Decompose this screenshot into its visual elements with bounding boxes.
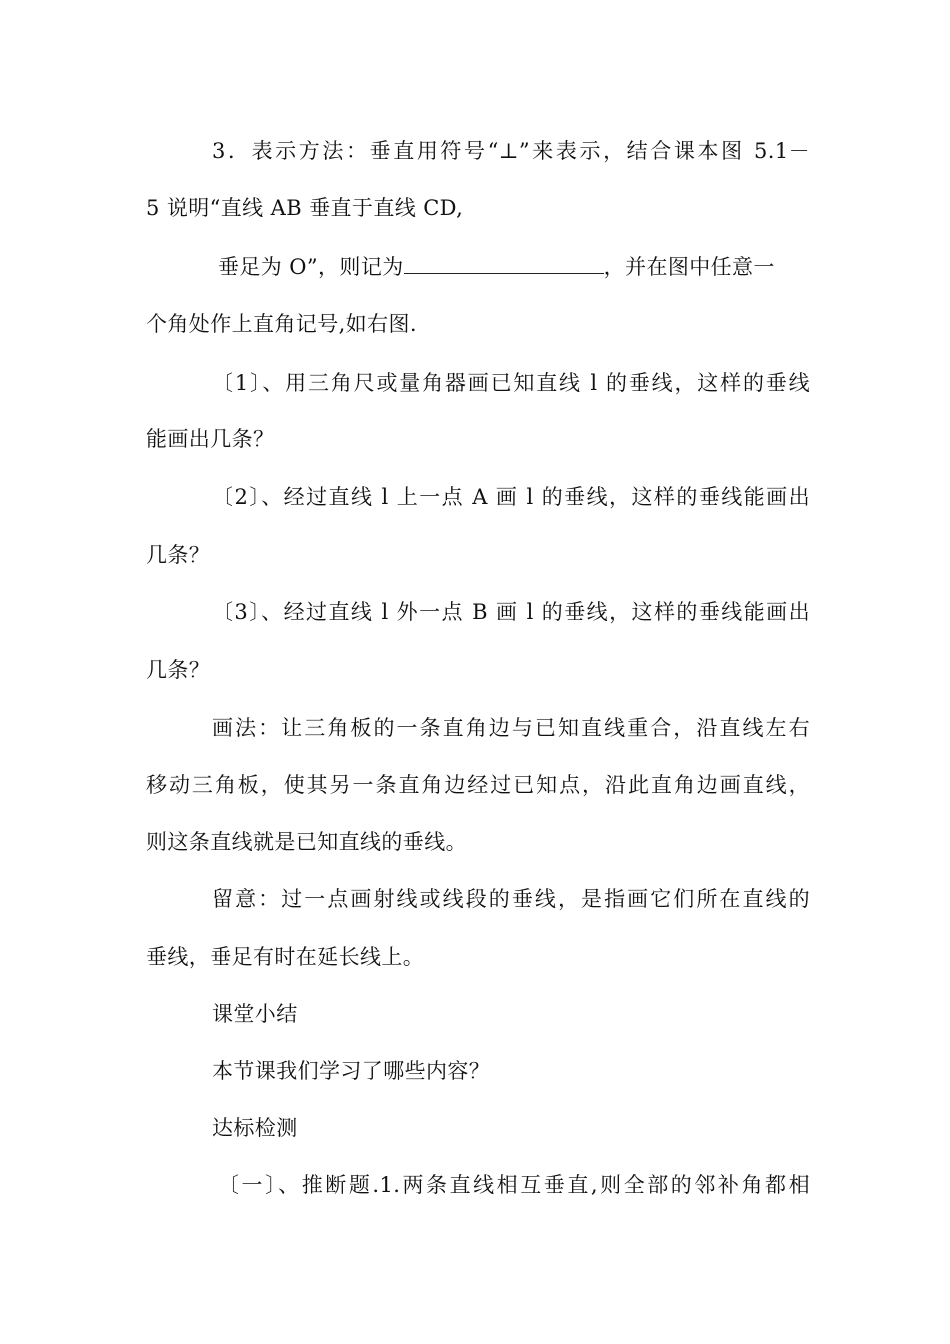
question-1-line-1: 〔1〕、用三角尺或量角器画已知直线 l 的垂线，这样的垂线: [212, 371, 810, 395]
question-3-line-2: 几条？: [146, 658, 211, 682]
paragraph-notation-line-1: 3．表示方法：垂直用符号“⊥”来表示，结合课本图 5.1－: [212, 139, 810, 163]
test-heading: 达标检测: [212, 1116, 298, 1140]
paragraph-notation-line-2: 5 说明“直线 AB 垂直于直线 CD,: [146, 196, 464, 220]
foot-text-a: 垂足为 O”，则记为: [218, 255, 404, 279]
paragraph-foot-line-2: 个角处作上直角记号,如右图.: [146, 312, 417, 336]
summary-heading: 课堂小结: [212, 1002, 298, 1026]
fill-in-blank: [404, 253, 604, 274]
note-line-2: 垂线，垂足有时在延长线上。: [146, 945, 425, 969]
method-line-2: 移动三角板，使其另一条直角边经过已知点，沿此直角边画直线，: [146, 773, 810, 797]
question-3-line-1: 〔3〕、经过直线 l 外一点 B 画 l 的垂线，这样的垂线能画出: [212, 600, 810, 624]
question-1-line-2: 能画出几条？: [146, 427, 275, 451]
test-line-1: 〔一〕、推断题.1.两条直线相互垂直,则全部的邻补角都相: [218, 1173, 810, 1197]
method-line-1: 画法：让三角板的一条直角边与已知直线重合，沿直线左右: [212, 716, 810, 740]
question-2-line-2: 几条？: [146, 543, 211, 567]
foot-text-b: ，并在图中任意一: [603, 255, 775, 279]
note-line-1: 留意：过一点画射线或线段的垂线，是指画它们所在直线的: [212, 887, 810, 911]
paragraph-foot-line-1: [218, 252, 810, 282]
question-2-line-1: 〔2〕、经过直线 l 上一点 A 画 l 的垂线，这样的垂线能画出: [212, 485, 810, 509]
summary-question: 本节课我们学习了哪些内容？: [212, 1059, 491, 1083]
method-line-3: 则这条直线就是已知直线的垂线。: [146, 830, 467, 854]
